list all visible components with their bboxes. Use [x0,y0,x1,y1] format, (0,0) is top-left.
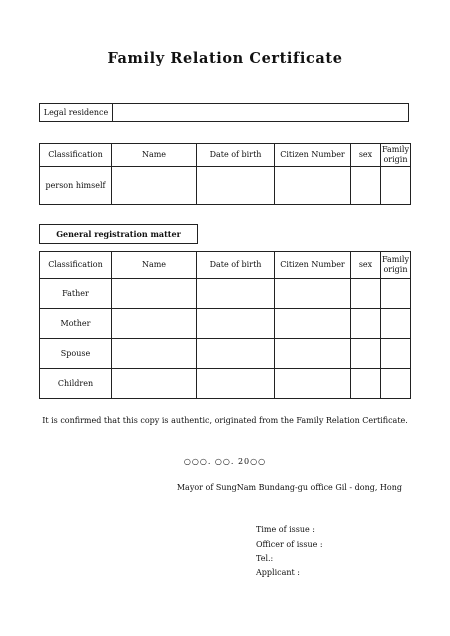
legal-residence-label: Legal residence [40,104,113,121]
officer-of-issue: Officer of issue : [256,540,323,549]
general-registration-label: General registration matter [39,224,198,244]
issue-date: ○○○. ○○. 20○○ [183,457,267,466]
row-sex [351,339,381,369]
row-classification: Children [40,369,112,399]
header-dob: Date of birth [197,144,275,167]
header-citizen-number: Citizen Number [275,144,351,167]
row-sex [351,309,381,339]
header-name: Name [112,144,197,167]
row-dob [197,339,275,369]
header-dob: Date of birth [197,252,275,279]
applicant: Applicant : [256,568,300,577]
self-table-header [40,144,411,167]
row-sex [351,369,381,399]
mayor-line: Mayor of SungNam Bundang-gu office Gil - dong, Hong [176,483,402,492]
row-dob [197,279,275,309]
table-row [40,369,411,399]
row-dob [197,369,275,399]
row-dob [197,309,275,339]
table-row [40,279,411,309]
family-table-header [40,252,411,279]
row-origin [381,309,411,339]
row-citizen [275,339,351,369]
header-classification: Classification [40,144,112,167]
row-classification: Mother [40,309,112,339]
confirmation-text: It is confirmed that this copy is authentic, originated from the Family Relation Certificate. [42,416,408,425]
row-name [112,309,197,339]
row-classification: Father [40,279,112,309]
row-sex [351,167,381,205]
row-classification: Spouse [40,339,112,369]
header-name: Name [112,252,197,279]
row-origin [381,339,411,369]
row-citizen [275,309,351,339]
legal-residence-value [113,104,408,121]
row-citizen [275,167,351,205]
tel: Tel.: [256,554,274,563]
row-classification: person himself [40,167,112,205]
header-classification: Classification [40,252,112,279]
self-table [39,143,411,205]
row-name [112,369,197,399]
row-origin [381,167,411,205]
family-table [39,251,411,399]
row-name [112,339,197,369]
legal-residence-box [39,103,409,122]
row-name [112,279,197,309]
header-family-origin: Family origin [381,144,411,167]
table-row [40,167,411,205]
header-citizen-number: Citizen Number [275,252,351,279]
header-sex: sex [351,144,381,167]
row-origin [381,279,411,309]
row-name [112,167,197,205]
header-family-origin: Family origin [381,252,411,279]
certificate-title: Family Relation Certificate [107,50,343,67]
row-dob [197,167,275,205]
row-sex [351,279,381,309]
row-origin [381,369,411,399]
row-citizen [275,279,351,309]
row-citizen [275,369,351,399]
header-sex: sex [351,252,381,279]
time-of-issue: Time of issue : [256,525,315,534]
table-row [40,339,411,369]
table-row [40,309,411,339]
